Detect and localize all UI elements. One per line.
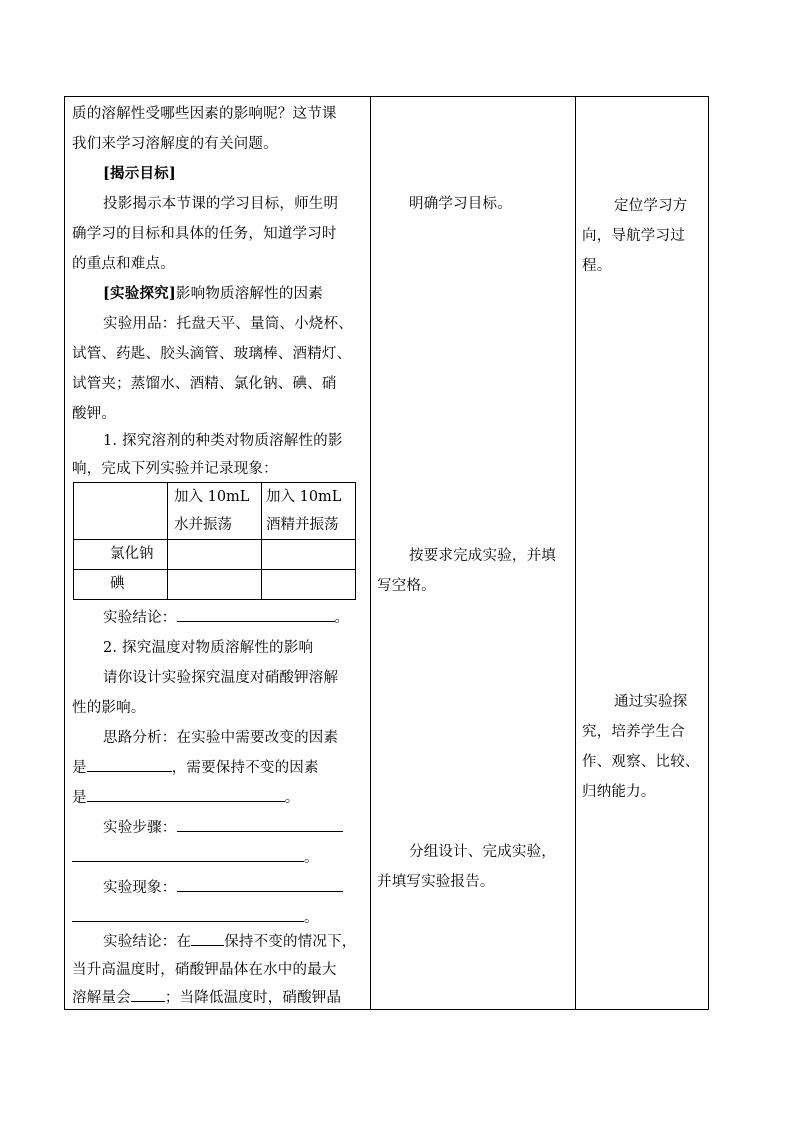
activity-text: 并填写实验报告。 <box>377 874 495 890</box>
steps-blank[interactable] <box>177 815 343 832</box>
intro-line: 我们来学习溶解度的有关问题。 <box>72 136 278 152</box>
question1-line: 1. 探究溶剂的种类对物质溶解性的影 <box>103 433 343 449</box>
table-cell[interactable] <box>262 540 356 570</box>
steps-line: 实验步骤： <box>103 813 343 843</box>
table-header-cell: 加入 10mL 水并振荡 <box>168 483 262 540</box>
tools-line: 试管夹；蒸馏水、酒精、氯化钠、碘、硝 <box>72 376 337 392</box>
intent-text: 定位学习方 <box>614 198 688 214</box>
activity-text: 按要求完成实验，并填 <box>409 548 556 564</box>
design-line: 请你设计实验探究温度对硝酸钾溶解 <box>103 670 339 686</box>
teaching-content-column <box>65 97 370 1009</box>
phenomenon-line: 。 <box>72 903 319 933</box>
tools-line: 酸钾。 <box>72 406 117 422</box>
conclusion2-line: 溶解量会 ；当降低温度时，硝酸钾晶 <box>72 983 341 1013</box>
lesson-plan-table <box>64 96 709 1010</box>
question2-line: 2. 探究温度对物质溶解性的影响 <box>103 640 314 656</box>
table-row-label: 氯化钠 <box>74 540 168 570</box>
intent-text: 向，导航学习过 <box>582 228 685 244</box>
intent-text: 通过实验探 <box>614 694 688 710</box>
phenomenon-blank[interactable] <box>72 905 304 922</box>
steps-blank[interactable] <box>72 845 304 862</box>
conclusion2-line: 当升高温度时，硝酸钾晶体在水中的最大 <box>72 962 337 978</box>
design-intent-column <box>576 97 709 1009</box>
solvent-experiment-table <box>73 482 356 600</box>
steps-line: 。 <box>72 843 319 873</box>
conclusion2-line: 实验结论：在 保持不变的情况下， <box>103 927 357 957</box>
intent-text: 究，培养学生合 <box>582 724 685 740</box>
student-activity-column <box>371 97 575 1009</box>
explore-heading: [实验探究] <box>103 285 176 302</box>
changed-factor-blank[interactable] <box>87 755 172 772</box>
explore-heading-line <box>103 279 323 309</box>
goal-line: 的重点和难点。 <box>72 256 175 272</box>
analysis-line: 是 ，需要保持不变的因素 <box>72 753 319 783</box>
analysis-line: 思路分析：在实验中需要改变的因素 <box>103 730 339 746</box>
table-cell[interactable] <box>168 570 262 600</box>
activity-text: 写空格。 <box>377 578 436 594</box>
conclusion1-blank[interactable] <box>177 605 335 622</box>
goal-heading: [揭示目标] <box>103 165 176 182</box>
condition-blank[interactable] <box>191 929 224 946</box>
constant-factor-blank[interactable] <box>87 785 285 802</box>
table-cell[interactable] <box>262 570 356 600</box>
intro-line: 质的溶解性受哪些因素的影响呢？这节课 <box>72 106 337 122</box>
design-line: 性的影响。 <box>72 700 146 716</box>
tools-line: 试管、药匙、胶头滴管、玻璃棒、酒精灯、 <box>72 346 352 362</box>
table-cell[interactable] <box>168 540 262 570</box>
table-corner-cell <box>74 483 168 540</box>
table-row-label: 碘 <box>74 570 168 600</box>
goal-line: 确学习的目标和具体的任务，知道学习时 <box>72 226 337 242</box>
explore-title: 影响物质溶解性的因素 <box>175 286 323 302</box>
question1-line: 响，完成下列实验并记录现象： <box>72 461 278 477</box>
phenomenon-line: 实验现象： <box>103 873 343 903</box>
intent-text: 归纳能力。 <box>582 784 656 800</box>
amount-change-blank[interactable] <box>131 985 165 1002</box>
table-header-cell: 加入 10mL 酒精并振荡 <box>262 483 356 540</box>
phenomenon-blank[interactable] <box>177 875 343 892</box>
intent-text: 作、观察、比较、 <box>582 754 700 770</box>
intent-text: 程。 <box>582 258 612 274</box>
tools-line: 实验用品：托盘天平、量筒、小烧杯、 <box>103 316 353 332</box>
goal-line: 投影揭示本节课的学习目标，师生明 <box>103 196 339 212</box>
activity-text: 分组设计、完成实验， <box>409 844 556 860</box>
conclusion1-line: 实验结论： 。 <box>103 603 349 633</box>
analysis-line: 是 。 <box>72 783 299 813</box>
activity-text: 明确学习目标。 <box>409 196 512 212</box>
